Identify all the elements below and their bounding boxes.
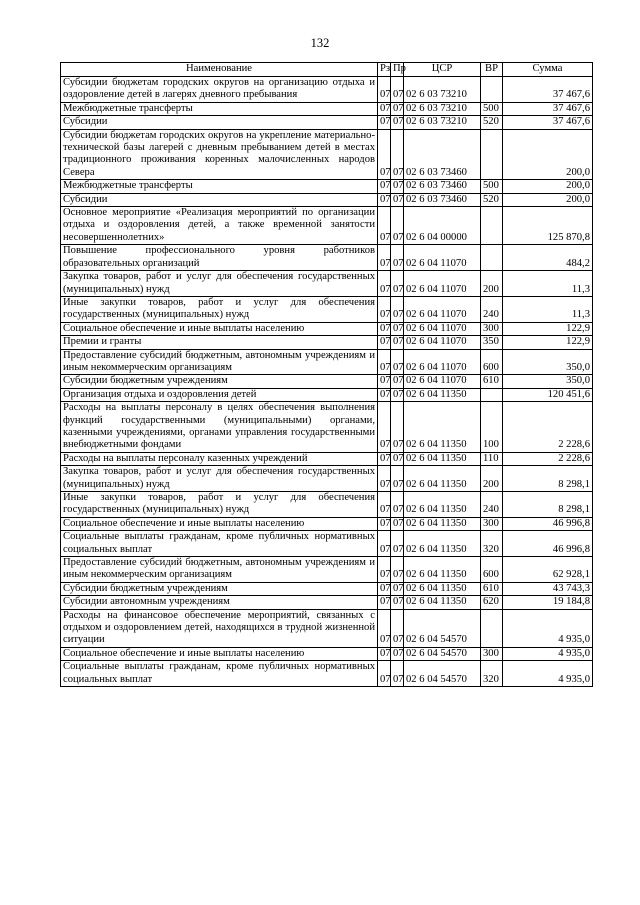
table-row [61,582,593,595]
row-rz: 07 [378,296,391,322]
row-pr: 07 [391,557,404,583]
row-rz: 07 [378,77,391,103]
row-pr: 07 [391,582,404,595]
row-pr: 07 [391,271,404,297]
row-vr: 610 [481,375,503,388]
table-row [61,102,593,115]
row-csr: 02 6 04 11350 [404,531,481,557]
row-vr: 600 [481,557,503,583]
row-pr: 07 [391,296,404,322]
row-rz: 07 [378,245,391,271]
row-rz: 07 [378,466,391,492]
row-rz: 07 [378,661,391,687]
row-vr: 500 [481,102,503,115]
row-csr: 02 6 04 11070 [404,245,481,271]
row-sum: 4 935,0 [503,661,593,687]
row-vr: 200 [481,271,503,297]
row-name: Предоставление субсидий бюджетным, автономным учреждениям и иным некоммерческим организациям [61,557,378,583]
row-csr: 02 6 04 11070 [404,375,481,388]
row-sum: 200,0 [503,129,593,180]
row-vr: 200 [481,466,503,492]
row-rz: 07 [378,116,391,129]
row-csr: 02 6 03 73210 [404,77,481,103]
table-row [61,647,593,660]
row-vr: 300 [481,322,503,335]
row-pr: 07 [391,77,404,103]
table-row [61,129,593,180]
row-sum: 37 467,6 [503,116,593,129]
row-name: Иные закупки товаров, работ и услуг для обеспечения государственных (муниципальных) нужд [61,296,378,322]
row-name: Повышение профессионального уровня работников образовательных организаций [61,245,378,271]
row-csr: 02 6 04 11350 [404,557,481,583]
table-row [61,596,593,609]
row-name: Субсидии [61,116,378,129]
row-name: Субсидии автономным учреждениям [61,596,378,609]
header-csr: ЦСР [404,63,481,77]
row-csr: 02 6 04 11350 [404,388,481,401]
row-csr: 02 6 04 11350 [404,517,481,530]
row-vr: 240 [481,492,503,518]
header-name: Наименование [61,63,378,77]
row-csr: 02 6 04 11070 [404,322,481,335]
table-row [61,77,593,103]
row-rz: 07 [378,322,391,335]
row-sum: 200,0 [503,180,593,193]
row-csr: 02 6 04 11070 [404,349,481,375]
row-name: Социальное обеспечение и иные выплаты населению [61,322,378,335]
table-row [61,661,593,687]
row-csr: 02 6 04 11350 [404,596,481,609]
row-sum: 46 996,8 [503,531,593,557]
row-name: Организация отдыха и оздоровления детей [61,388,378,401]
row-sum: 43 743,3 [503,582,593,595]
header-sum: Сумма [503,63,593,77]
row-pr: 07 [391,492,404,518]
row-name: Иные закупки товаров, работ и услуг для обеспечения государственных (муниципальных) нужд [61,492,378,518]
row-rz: 07 [378,129,391,180]
table-row [61,193,593,206]
row-pr: 07 [391,388,404,401]
budget-table [60,62,593,687]
row-pr: 07 [391,207,404,245]
row-rz: 07 [378,582,391,595]
row-rz: 07 [378,452,391,465]
row-vr: 500 [481,180,503,193]
table-row [61,531,593,557]
row-sum: 2 228,6 [503,402,593,453]
row-csr: 02 6 03 73460 [404,193,481,206]
table-row [61,296,593,322]
row-name: Субсидии [61,193,378,206]
row-pr: 07 [391,102,404,115]
row-name: Субсидии бюджетам городских округов на организацию отдыха и оздоровление детей в лагерях дневного пребывания [61,77,378,103]
page-number: 132 [310,36,330,50]
row-sum: 350,0 [503,349,593,375]
header-vr: ВР [481,63,503,77]
row-rz: 07 [378,609,391,647]
table-row [61,271,593,297]
row-sum: 37 467,6 [503,77,593,103]
row-rz: 07 [378,388,391,401]
row-rz: 07 [378,492,391,518]
row-sum: 8 298,1 [503,492,593,518]
row-vr: 620 [481,596,503,609]
table-row [61,492,593,518]
row-name: Межбюджетные трансферты [61,102,378,115]
row-sum: 4 935,0 [503,647,593,660]
row-pr: 07 [391,531,404,557]
row-name: Межбюджетные трансферты [61,180,378,193]
row-pr: 07 [391,116,404,129]
table-row [61,322,593,335]
row-csr: 02 6 04 00000 [404,207,481,245]
row-rz: 07 [378,180,391,193]
row-vr: 110 [481,452,503,465]
row-rz: 07 [378,517,391,530]
row-name: Премии и гранты [61,336,378,349]
row-pr: 07 [391,596,404,609]
row-vr: 610 [481,582,503,595]
row-name: Расходы на выплаты персоналу казенных учреждений [61,452,378,465]
row-csr: 02 6 04 11350 [404,582,481,595]
row-vr [481,207,503,245]
row-pr: 07 [391,647,404,660]
row-rz: 07 [378,375,391,388]
row-pr: 07 [391,375,404,388]
header-pr: Пр [391,63,404,77]
row-sum: 122,9 [503,322,593,335]
row-sum: 2 228,6 [503,452,593,465]
row-rz: 07 [378,596,391,609]
table-row [61,349,593,375]
table-row [61,557,593,583]
row-sum: 120 451,6 [503,388,593,401]
row-pr: 07 [391,402,404,453]
row-sum: 200,0 [503,193,593,206]
row-vr: 320 [481,661,503,687]
row-vr [481,388,503,401]
row-sum: 8 298,1 [503,466,593,492]
row-rz: 07 [378,207,391,245]
row-vr: 520 [481,116,503,129]
row-name: Социальные выплаты гражданам, кроме публичных нормативных социальных выплат [61,661,378,687]
row-sum: 122,9 [503,336,593,349]
row-pr: 07 [391,129,404,180]
row-name: Закупка товаров, работ и услуг для обеспечения государственных (муниципальных) нужд [61,271,378,297]
row-rz: 07 [378,336,391,349]
row-name: Субсидии бюджетным учреждениям [61,582,378,595]
row-pr: 07 [391,517,404,530]
row-csr: 02 6 03 73460 [404,180,481,193]
row-vr [481,77,503,103]
table-row [61,388,593,401]
row-pr: 07 [391,336,404,349]
table-header-row [61,63,593,77]
row-sum: 46 996,8 [503,517,593,530]
row-pr: 07 [391,609,404,647]
row-csr: 02 6 03 73210 [404,116,481,129]
table-row [61,116,593,129]
row-pr: 07 [391,245,404,271]
row-rz: 07 [378,647,391,660]
row-csr: 02 6 04 11070 [404,336,481,349]
row-csr: 02 6 04 54570 [404,609,481,647]
row-pr: 07 [391,193,404,206]
row-name: Расходы на финансовое обеспечение мероприятий, связанных с отдыхом и оздоровлением детей, находящихся в трудной жизненной ситуации [61,609,378,647]
table-row [61,402,593,453]
row-rz: 07 [378,349,391,375]
header-rz: Рз [378,63,391,77]
row-pr: 07 [391,661,404,687]
row-pr: 07 [391,466,404,492]
row-rz: 07 [378,102,391,115]
row-pr: 07 [391,452,404,465]
row-csr: 02 6 03 73460 [404,129,481,180]
row-name: Основное мероприятие «Реализация мероприятий по организации отдыха и оздоровления детей, а также временной занятости несовершеннолетних» [61,207,378,245]
row-vr: 300 [481,517,503,530]
row-rz: 07 [378,557,391,583]
row-name: Закупка товаров, работ и услуг для обеспечения государственных (муниципальных) нужд [61,466,378,492]
row-csr: 02 6 04 11350 [404,452,481,465]
row-name: Субсидии бюджетам городских округов на укрепление материально-технической базы лагерей с дневным пребыванием детей в местах традиционного проживания коренных малочисленных народов Севера [61,129,378,180]
row-sum: 350,0 [503,375,593,388]
row-sum: 62 928,1 [503,557,593,583]
row-sum: 4 935,0 [503,609,593,647]
table-row [61,207,593,245]
row-csr: 02 6 04 11350 [404,466,481,492]
row-name: Предоставление субсидий бюджетным, автономным учреждениям и иным некоммерческим организациям [61,349,378,375]
row-pr: 07 [391,349,404,375]
row-pr: 07 [391,322,404,335]
row-vr: 300 [481,647,503,660]
row-sum: 37 467,6 [503,102,593,115]
row-sum: 11,3 [503,271,593,297]
table-body [61,77,593,687]
row-csr: 02 6 04 54570 [404,661,481,687]
table-row [61,609,593,647]
row-sum: 484,2 [503,245,593,271]
row-name: Социальные выплаты гражданам, кроме публичных нормативных социальных выплат [61,531,378,557]
row-sum: 11,3 [503,296,593,322]
table-row [61,466,593,492]
row-csr: 02 6 04 11070 [404,296,481,322]
row-vr: 240 [481,296,503,322]
row-sum: 19 184,8 [503,596,593,609]
row-vr: 350 [481,336,503,349]
table-row [61,375,593,388]
row-pr: 07 [391,180,404,193]
row-rz: 07 [378,402,391,453]
row-rz: 07 [378,193,391,206]
row-csr: 02 6 04 11350 [404,402,481,453]
row-name: Социальное обеспечение и иные выплаты населению [61,517,378,530]
row-sum: 125 870,8 [503,207,593,245]
row-vr [481,245,503,271]
row-csr: 02 6 04 11350 [404,492,481,518]
row-vr: 520 [481,193,503,206]
row-csr: 02 6 04 54570 [404,647,481,660]
row-name: Социальное обеспечение и иные выплаты населению [61,647,378,660]
table-row [61,245,593,271]
row-csr: 02 6 03 73210 [404,102,481,115]
row-vr [481,609,503,647]
table-row [61,517,593,530]
row-rz: 07 [378,271,391,297]
row-name: Расходы на выплаты персоналу в целях обеспечения выполнения функций государственными (муниципальными) органами, казенными учреждениями, органами управления государственными внебюджетными фондами [61,402,378,453]
row-vr: 320 [481,531,503,557]
row-csr: 02 6 04 11070 [404,271,481,297]
row-vr [481,129,503,180]
table-row [61,180,593,193]
table-row [61,336,593,349]
row-vr: 100 [481,402,503,453]
row-name: Субсидии бюджетным учреждениям [61,375,378,388]
row-vr: 600 [481,349,503,375]
row-rz: 07 [378,531,391,557]
table-row [61,452,593,465]
